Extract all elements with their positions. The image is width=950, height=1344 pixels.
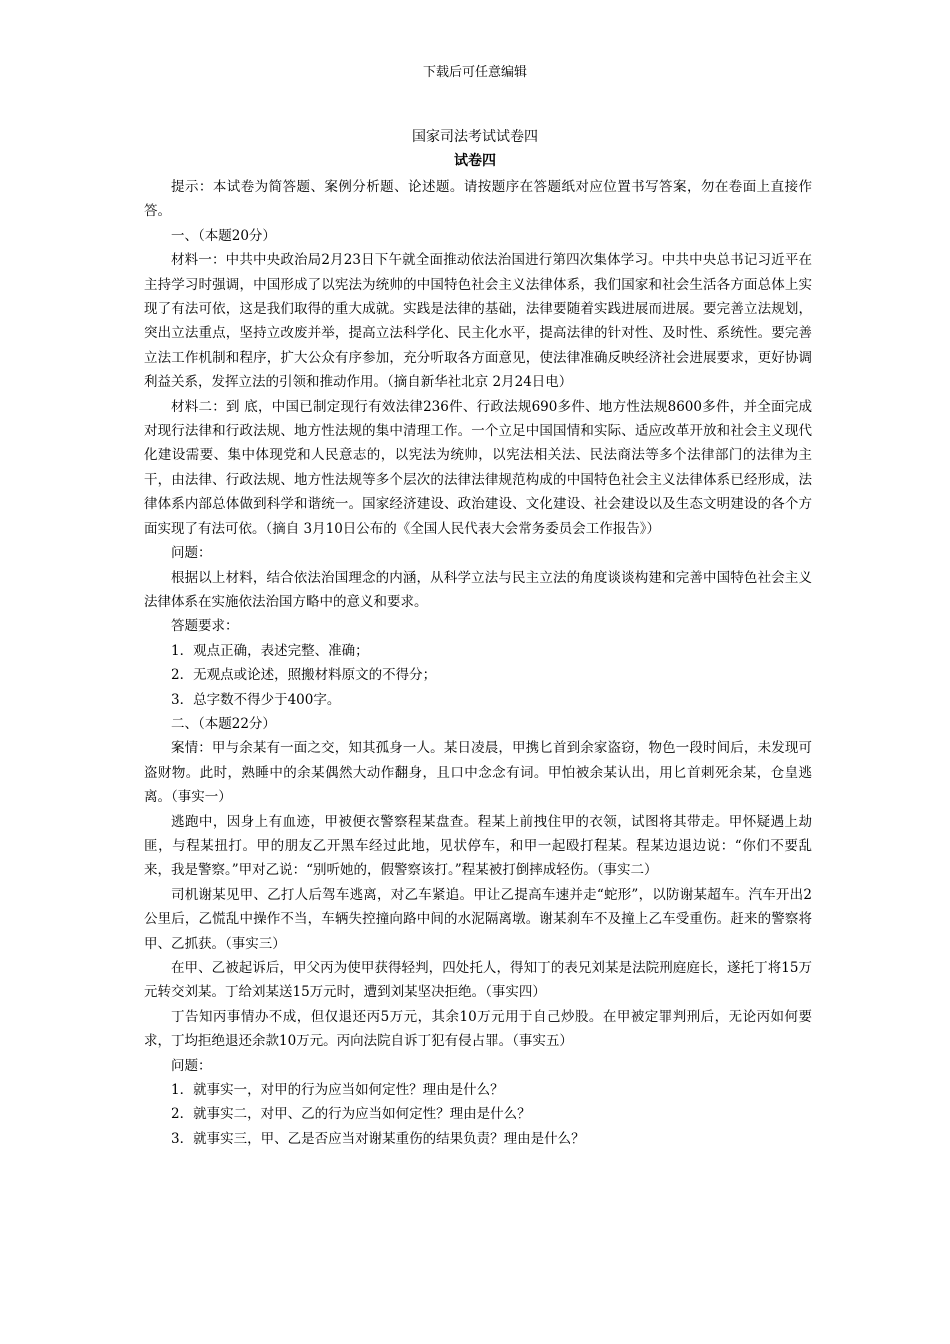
exam-subtitle: 试卷四 [454, 153, 496, 169]
header-note: 下载后可任意编辑 [422, 65, 527, 80]
case-fact-four-paragraph: 在甲、乙被起诉后，甲父丙为使甲获得轻判，四处托人，得知丁的表兄刘某是法院刑庭庭长，遂托丁将15万元转交刘某。丁给刘某送15万元时，遭到刘某坚决拒绝。（事实四） [144, 960, 812, 1001]
answer-requirements-label: 答题要求： [171, 618, 239, 635]
case-fact-one-paragraph: 案情：甲与余某有一面之交，知其孤身一人。某日凌晨，甲携匕首到余家盗窃，物色一段时间后，未发现可盗财物。此时，熟睡中的余某偶然大动作翻身，且口中念念有词。甲怕被余某认出，用匕首刺死余某，仓皇逃离。（事实一） [144, 740, 812, 806]
material-one-paragraph: 材料一：中共中央政治局2月23日下午就全面推动依法治国进行第四次集体学习。中共中央总书记习近平在主持学习时强调，中国形成了以宪法为统帅的中国特色社会主义法律体系，我们国家和社会生活各方面总体上实现了有法可依，这是我们取得的重大成就。实践是法律的基础，法律要随着实践进展而进展。要完善立法规划，突出立法重点，坚持立改废并举，提高立法科学化、民主化水平，提高法律的针对性、及时性、系统性。要完善立法工作机制和程序，扩大公众有序参加，充分听取各方面意见，使法律准确反映经济社会进展要求，更好协调利益关系，发挥立法的引领和推动作用。（摘自新华社北京 2月24日电） [144, 252, 812, 391]
case-fact-five-paragraph: 丁告知丙事情办不成，但仅退还丙5万元，其余10万元用于自己炒股。在甲被定罪判刑后，无论丙如何要求，丁均拒绝退还余款10万元。丙向法院自诉丁犯有侵占罪。（事实五） [144, 1008, 812, 1050]
question-label-2: 问题： [171, 1057, 212, 1074]
case-question-2: 2．就事实二，对甲、乙的行为应当如何定性？理由是什么？ [171, 1106, 531, 1123]
requirement-item-3: 3．总字数不得少于400字。 [171, 691, 341, 708]
section-heading-1: 一、（本题20分） [171, 227, 276, 244]
requirement-item-1: 1．观点正确，表述完整、准确； [171, 642, 369, 659]
question-label-1: 问题： [171, 545, 212, 562]
case-question-3: 3．就事实三，甲、乙是否应当对谢某重伤的结果负责？理由是什么？ [171, 1130, 585, 1147]
document-body [144, 175, 812, 1151]
instructions-paragraph: 提示：本试卷为简答题、案例分析题、论述题。请按题序在答题纸对应位置书写答案，勿在卷面上直接作答。 [144, 179, 812, 220]
case-fact-three-paragraph: 司机谢某见甲、乙打人后驾车逃离，对乙车紧追。甲让乙提高车速并走“蛇形”，以防谢某超车。汽车开出2公里后，乙慌乱中操作不当，车辆失控撞向路中间的水泥隔离墩。谢某刹车不及撞上乙车受重伤。赶来的警察将甲、乙抓获。（事实三） [144, 886, 812, 952]
exam-title: 国家司法考试试卷四 [412, 129, 538, 145]
section-heading-2: 二、（本题22分） [171, 715, 276, 732]
case-question-1: 1．就事实一，对甲的行为应当如何定性？理由是什么？ [171, 1082, 504, 1099]
case-fact-two-paragraph: 逃跑中，因身上有血迹，甲被便衣警察程某盘查。程某上前拽住甲的衣领，试图将其带走。甲怀疑遇上劫匪，与程某扭打。甲的朋友乙开黑车经过此地，见状停车，和甲一起殴打程某。程某边退边说：“你们不要乱来，我是警察。”甲对乙说：“别听她的，假警察该打。”程某被打倒摔成轻伤。（事实二） [144, 813, 812, 879]
question-text-1: 根据以上材料，结合依法治国理念的内涵，从科学立法与民主立法的角度谈谈构建和完善中国特色社会主义法律体系在实施依法治国方略中的意义和要求。 [144, 569, 812, 610]
requirement-item-2: 2．无观点或论述，照搬材料原文的不得分； [171, 667, 437, 684]
material-two-paragraph: 材料二：到 底，中国已制定现行有效法律236件、行政法规690多件、地方性法规8600多件，并全面完成对现行法律和行政法规、地方性法规的集中清理工作。一个立足中国国情和实际、适应改革开放和社会主义现代化建设需要、集中体现党和人民意志的，以宪法为统帅，以宪法相关法、民法商法等多个法律部门的法律为主干，由法律、行政法规、地方性法规等多个层次的法律法律规范构成的中国特色社会主义法律体系已经形成，法律体系内部总体做到科学和谐统一。国家经济建设、政治建设、文化建设、社会建设以及生态文明建设的各个方面实现了有法可依。（摘自 3月10日公布的《全国人民代表大会常务委员会工作报告》） [144, 398, 812, 537]
